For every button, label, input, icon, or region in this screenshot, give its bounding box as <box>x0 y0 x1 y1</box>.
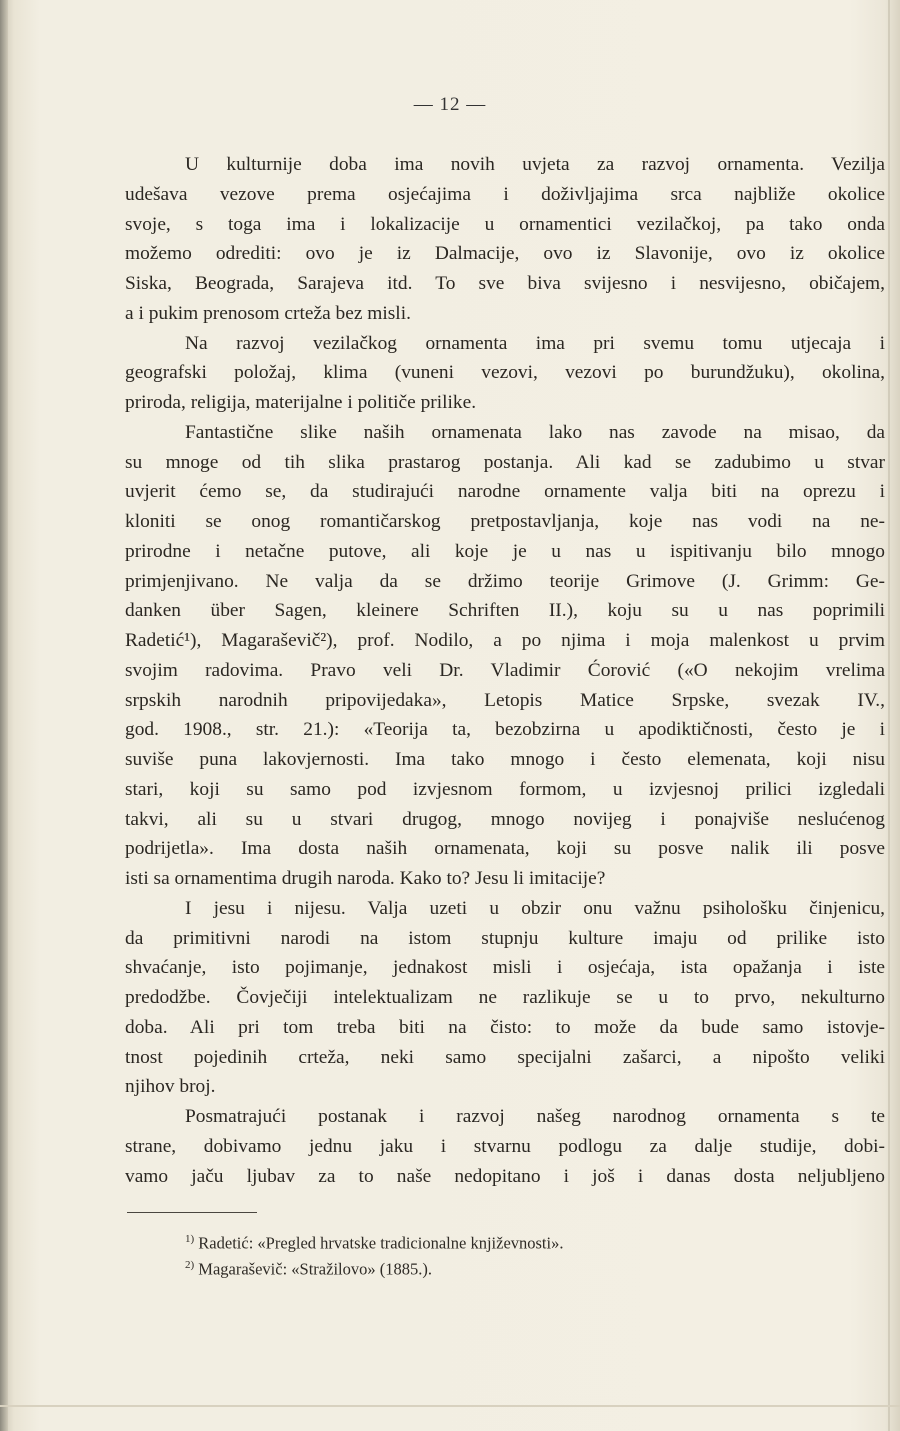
text-line: danken über Sagen, kleinere Schriften II.), koju su u nas poprimili <box>125 600 885 622</box>
footnotes <box>185 1226 785 1278</box>
text-line: su mnoge od tih slika prastarog postanja. Ali kad se zadubimo u stvar <box>125 451 885 473</box>
text-line: Siska, Beograda, Sarajeva itd. To sve biva svijesno i nesvijesno, običajem, <box>125 273 885 294</box>
text-line: U kulturnije doba ima novih uvjeta za razvoj ornamenta. Vezilja <box>185 154 885 175</box>
text-line: geografski položaj, klima (vuneni vezovi, vezovi po burundžuku), okolina, <box>125 362 885 384</box>
text-line: podrijetla». Ima dosta naših ornamenata, koji su posve nalik ili posve <box>125 838 885 860</box>
text-line: uvjerit ćemo se, da studirajući narodne ornamente valja biti na oprezu i <box>125 481 885 503</box>
footnote-mark: 2) <box>185 1259 195 1271</box>
page-edge-line <box>888 0 890 1431</box>
text-line: svoje, s toga ima i lokalizacije u ornamentici vezilačkoj, pa tako onda <box>125 213 885 235</box>
text-line: Na razvoj vezilačkog ornamenta ima pri svemu tomu utjecaja i <box>185 332 885 354</box>
text-line: isti sa ornamentima drugih naroda. Kako to? Jesu li imitacije? <box>125 868 606 889</box>
text-line: a i pukim prenosom crteža bez misli. <box>125 302 411 324</box>
text-line: da primitivni narodi na istom stupnju kulture imaju od prilike isto <box>125 927 885 949</box>
text-line: prirodne i netačne putove, ali koje je u nas u ispitivanju bilo mnogo <box>125 540 885 562</box>
text-line: svojim radovima. Pravo veli Dr. Vladimir Ćorović («O nekojim vrelima <box>125 659 885 681</box>
footnote-text: Radetić: «Pregled hrvatske tradicionalne književnosti». <box>198 1233 564 1253</box>
text-line: god. 1908., str. 21.): «Teorija ta, bezobzirna u apodiktičnosti, često je i <box>125 719 885 741</box>
page-fold-line <box>0 1405 900 1407</box>
text-line: kloniti se onog romantičarskog pretpostavljanja, koje nas vodi na ne- <box>125 511 885 532</box>
page-spine-shadow <box>0 0 8 1431</box>
text-line: primjenjivano. Ne valja da se držimo teorije Grimove (J. Grimm: Ge- <box>125 570 885 592</box>
text-line: doba. Ali pri tom treba biti na čisto: to može da bude samo istovje- <box>125 1016 885 1038</box>
text-line: njihov broj. <box>125 1076 216 1098</box>
footnote-divider <box>127 1212 257 1213</box>
body-text <box>125 150 885 1191</box>
text-line: srpskih narodnih pripovijedaka», Letopis Matice Srpske, svezak IV., <box>125 689 885 711</box>
text-line: Fantastične slike naših ornamenata lako nas zavode na misao, da <box>185 421 885 443</box>
text-line: shvaćanje, isto pojimanje, jednakost misli i osjećaja, ista opažanja i iste <box>125 957 885 979</box>
text-line: tnost pojedinih crteža, neki samo specijalni zašarci, a nipošto veliki <box>125 1046 885 1068</box>
text-line: takvi, ali su u stvari drugog, mnogo novijeg i ponajviše neslućenog <box>125 808 885 830</box>
text-line: udešava vezove prema osjećajima i doživljajima srca najbliže okolice <box>125 183 885 205</box>
text-line: Posmatrajući postanak i razvoj našeg narodnog ornamenta s te <box>185 1106 885 1127</box>
text-line: suviše puna lakovjernosti. Ima tako mnogo i često elemenata, koji nisu <box>125 749 885 770</box>
text-line: priroda, religija, materijalne i političe prilike. <box>125 392 477 413</box>
text-line: možemo odrediti: ovo je iz Dalmacije, ovo iz Slavonije, ovo iz okolice <box>125 243 885 265</box>
footnote-text: Magaraševič: «Stražilovo» (1885.). <box>198 1259 432 1279</box>
text-line: Radetić¹), Magaraševič²), prof. Nodilo, a po njima i moja malenkost u prvim <box>125 630 885 651</box>
footnote-mark: 1) <box>185 1233 195 1245</box>
footnote <box>185 1226 785 1252</box>
text-line: I jesu i nijesu. Valja uzeti u obzir onu važnu psihološku činjenicu, <box>185 897 885 919</box>
text-line: vamo jaču ljubav za to naše nedopitano i još i danas dosta neljubljeno <box>125 1165 885 1187</box>
page-number: — 12 — <box>413 94 487 115</box>
text-line: predodžbe. Čovječiji intelektualizam ne razlikuje se u to prvo, nekulturno <box>125 987 885 1008</box>
footnote <box>185 1252 785 1278</box>
text-line: stari, koji su samo pod izvjesnom formom, u izvjesnoj prilici izgledali <box>125 778 885 800</box>
text-line: strane, dobivamo jednu jaku i stvarnu podlogu za dalje studije, dobi- <box>125 1135 885 1157</box>
